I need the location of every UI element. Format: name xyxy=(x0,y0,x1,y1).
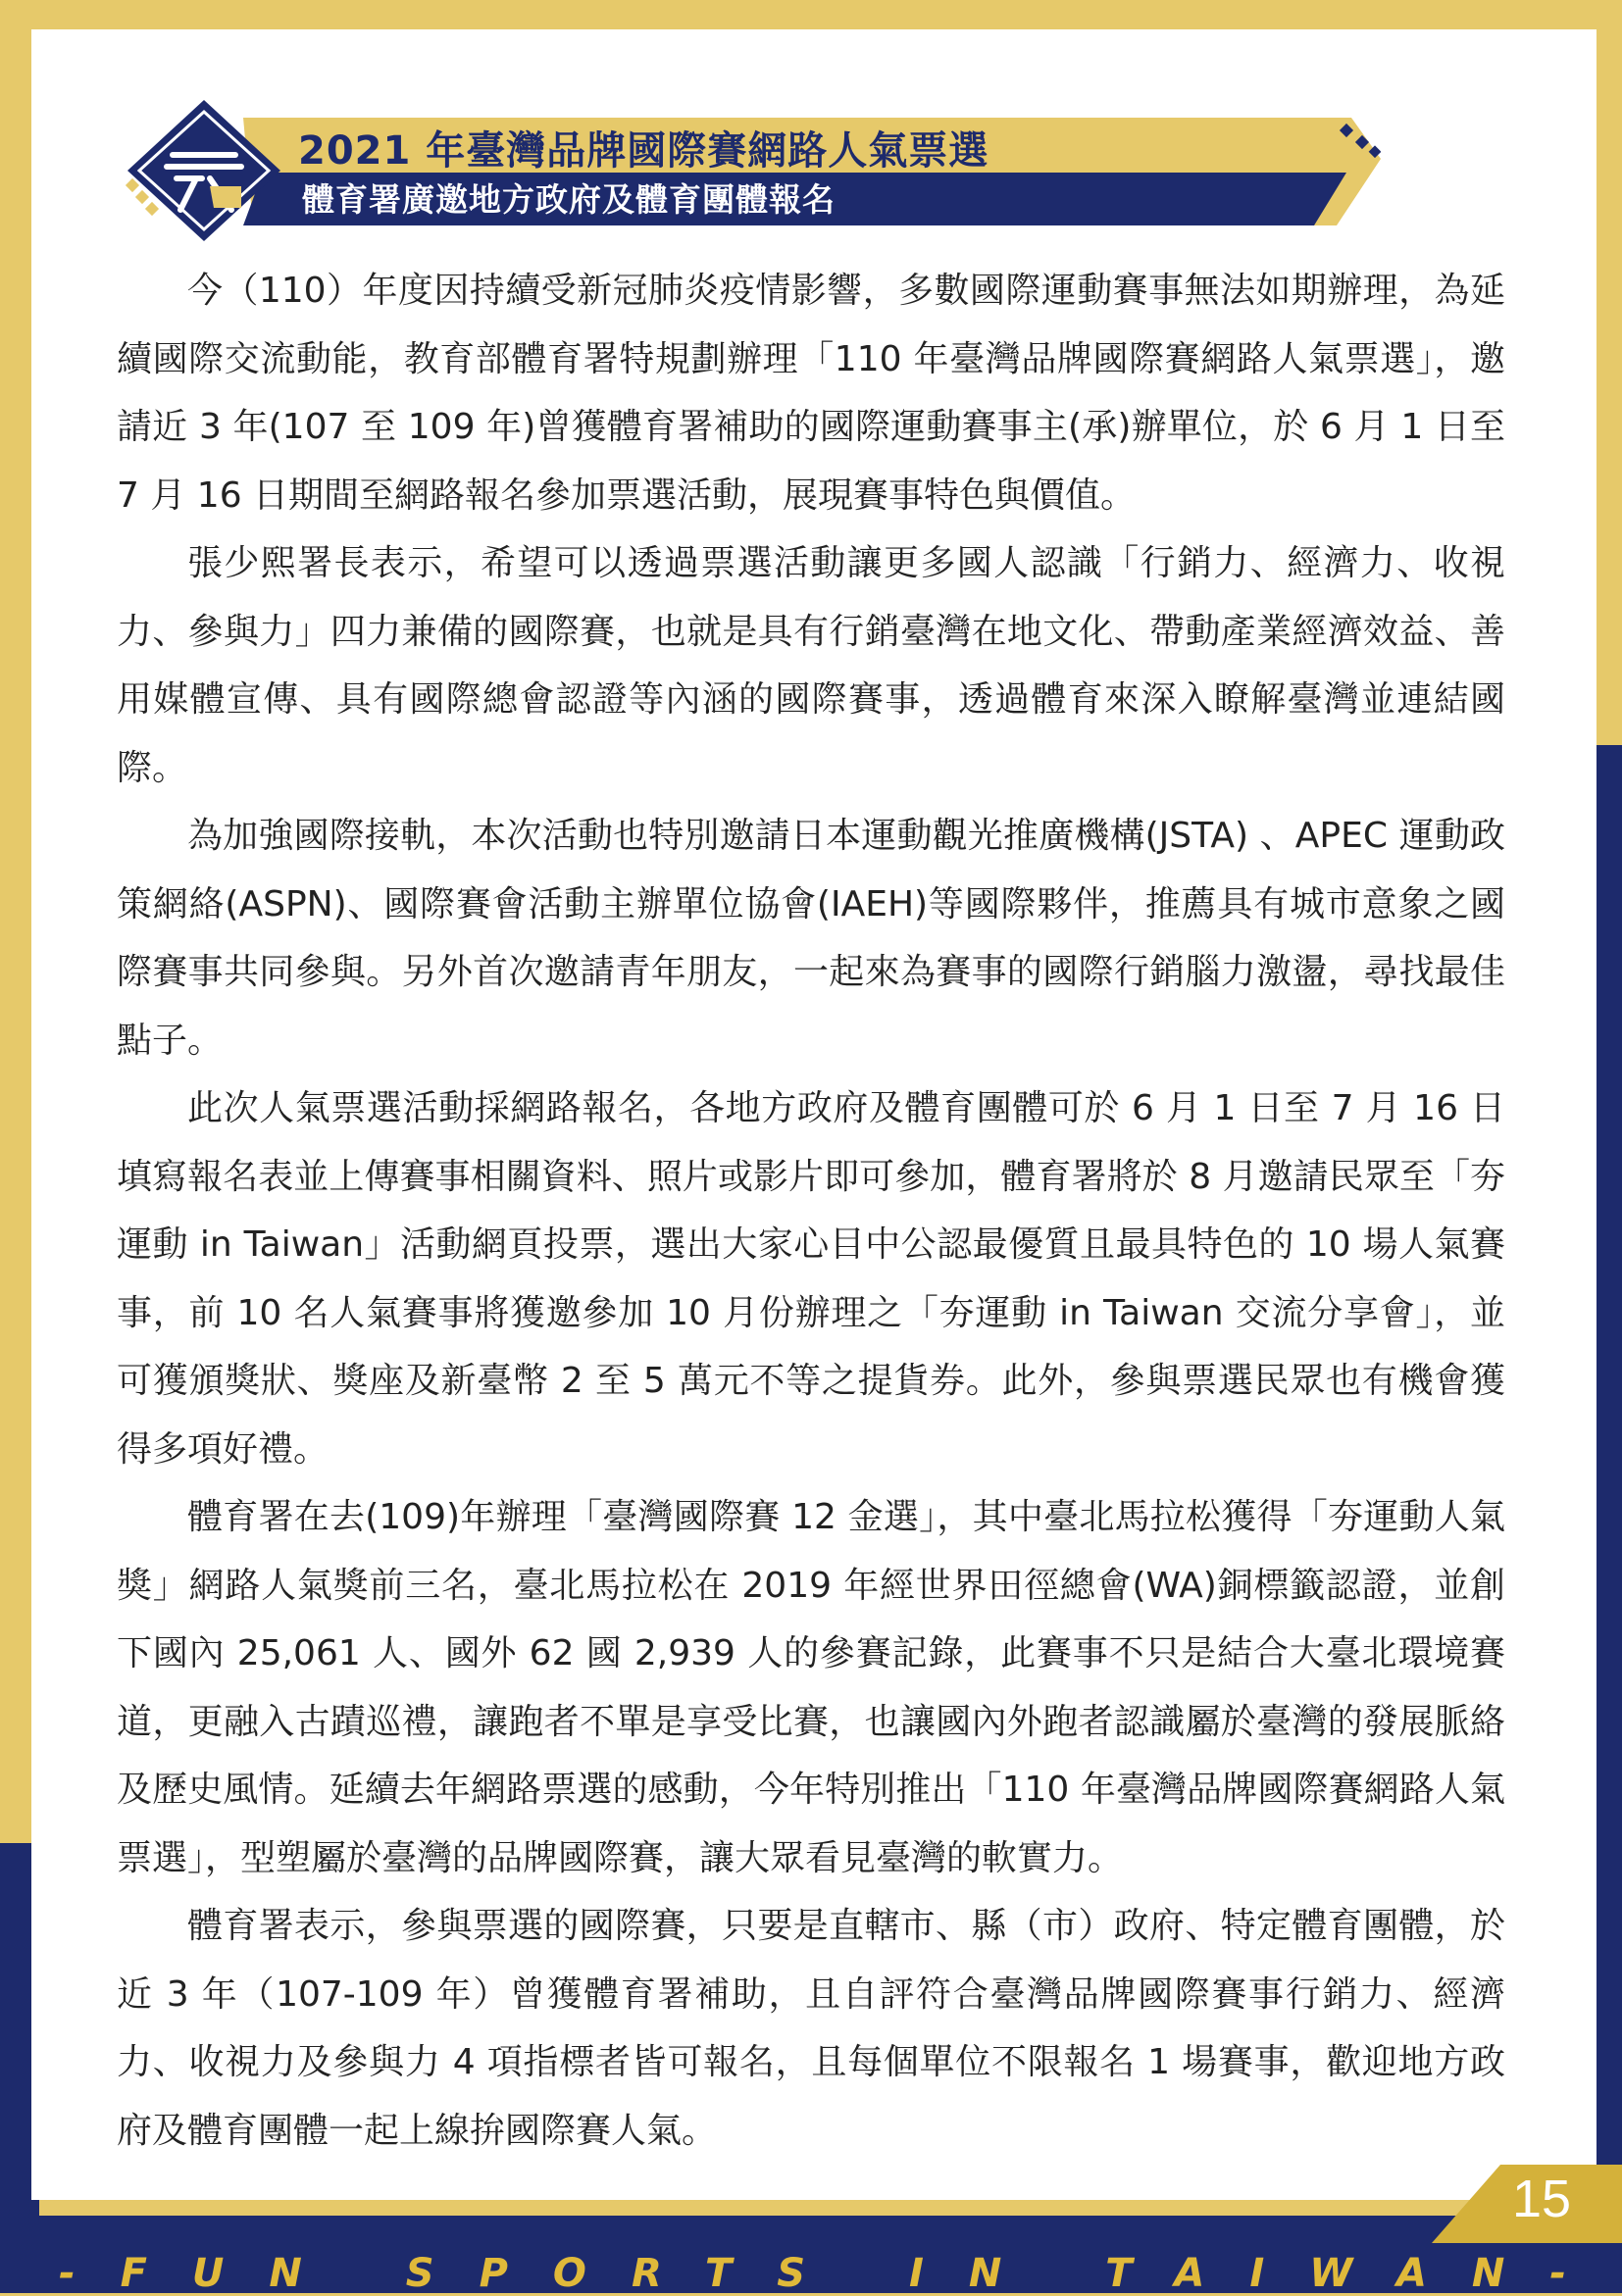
paragraph: 體育署在去(109)年辦理「臺灣國際賽 12 金選」，其中臺北馬拉松獲得「夯運動人氣獎」網路人氣獎前三名，臺北馬拉松在 2019 年經世界田徑總會(WA)銅標籤認證，並創下國內 25,061 人、國外 62 國 2,939 人的參賽記錄，此賽事不只是結合大臺北環境賽道，更融入古蹟巡禮，讓跑者不單是享受比賽，也讓國內外跑者認識屬於臺灣的發展脈絡及歷史風情。延續去年網路票選的感動，今年特別推出「110 年臺灣品牌國際賽網路人氣票選」，型塑屬於臺灣的品牌國際賽，讓大眾看見臺灣的軟實力。 xyxy=(117,1497,1505,1878)
page-number: 15 xyxy=(1511,2170,1572,2228)
article-header xyxy=(116,98,1381,245)
paragraph: 為加強國際接軌，本次活動也特別邀請日本運動觀光推廣機構(JSTA) 、APEC 運動政策網絡(ASPN)、國際賽會活動主辦單位協會(IAEH)等國際夥伴，推薦具有城市意象之國際賽事共同參與。另外首次邀請青年朋友，一起來為賽事的國際行銷腦力激盪，尋找最佳點子。 xyxy=(117,816,1505,1061)
paragraph: 體育署表示，參與票選的國際賽，只要是直轄市、縣（市）政府、特定體育團體，於近 3 年（107-109 年）曾獲體育署補助，且自評符合臺灣品牌國際賽事行銷力、經濟力、收視力及參與力 4 項指標者皆可報名，且每個單位不限報名 1 場賽事，歡迎地方政府及體育團體一起上線拚國際賽人氣。 xyxy=(117,1906,1505,2151)
paragraph: 今（110）年度因持續受新冠肺炎疫情影響，多數國際運動賽事無法如期辦理，為延續國際交流動能，教育部體育署特規劃辦理「110 年臺灣品牌國際賽網路人氣票選」，邀請近 3 年(107 至 109 年)曾獲體育署補助的國際運動賽事主(承)辦單位，於 6 月 1 日至 7 月 16 日期間至網路報名參加票選活動，展現賽事特色與價值。 xyxy=(117,271,1505,516)
page-subtitle: 體育署廣邀地方政府及體育團體報名 xyxy=(302,180,836,219)
page-title: 2021 年臺灣品牌國際賽網路人氣票選 xyxy=(298,128,989,174)
article-body xyxy=(117,257,1505,2165)
paragraph: 張少熙署長表示，希望可以透過票選活動讓更多國人認識「行銷力、經濟力、收視力、參與力」四力兼備的國際賽，也就是具有行銷臺灣在地文化、帶動產業經濟效益、善用媒體宣傳、具有國際總會認證等內涵的國際賽事，透過體育來深入瞭解臺灣並連結國際。 xyxy=(117,543,1505,788)
paragraph: 此次人氣票選活動採網路報名，各地方政府及體育團體可於 6 月 1 日至 7 月 16 日填寫報名表並上傳賽事相關資料、照片或影片即可參加，體育署將於 8 月邀請民眾至「夯運動 in Taiwan」活動網頁投票，選出大家心目中公認最優質且最具特色的 10 場人氣賽事，前 10 名人氣賽事將獲邀參加 10 月份辦理之「夯運動 in Taiwan 交流分享會」，並可獲頒獎狀、獎座及新臺幣 2 至 5 萬元不等之提貨券。此外，參與票選民眾也有機會獲得多項好禮。 xyxy=(117,1088,1505,1470)
fun-sports-logo-icon xyxy=(116,98,312,245)
footer-slogan: -FUN SPORTS IN TAIWAN- xyxy=(59,2251,1611,2296)
